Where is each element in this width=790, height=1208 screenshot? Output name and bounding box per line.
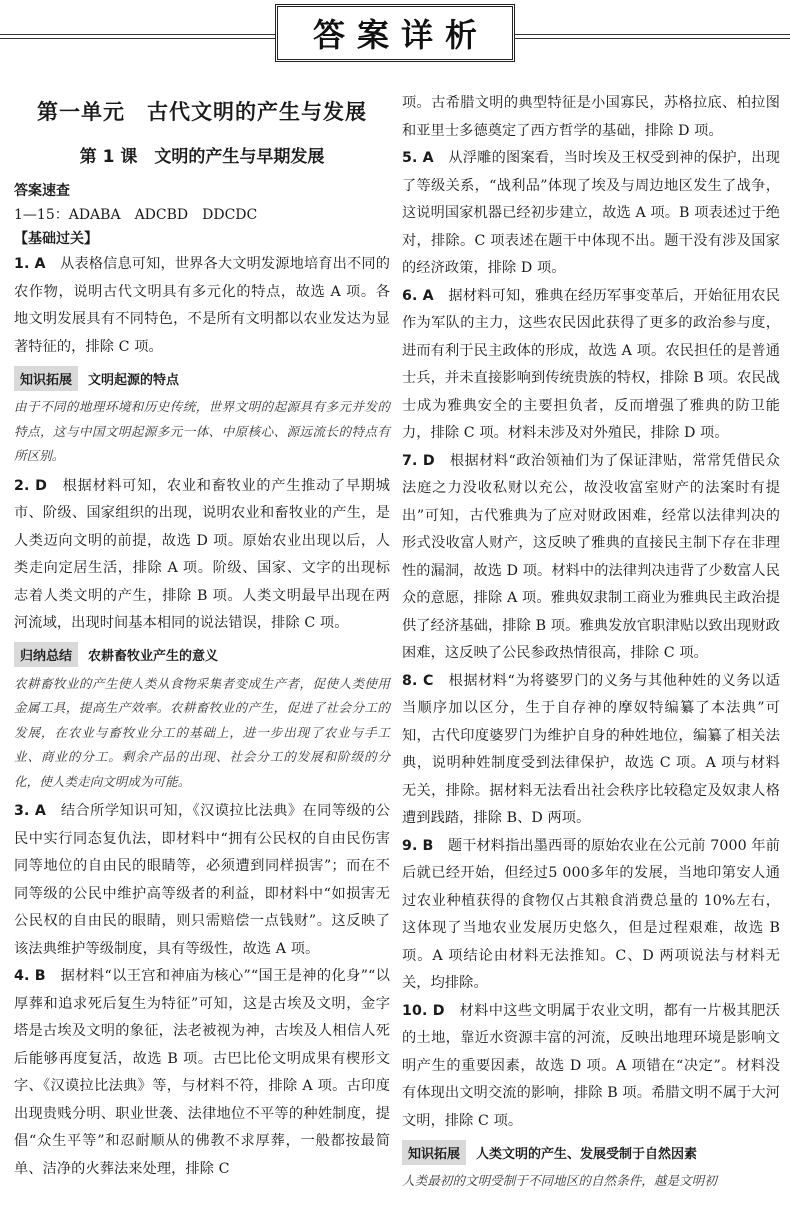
answer-number: 4. B <box>14 968 46 984</box>
tag-badge: 知识拓展 <box>14 366 78 391</box>
answer-text: 从浮雕的图案看，当时埃及王权受到神的保护，出现了等级关系，“战利品”体现了埃及与周边地区发生了战争，这说明国家机器已经初步建立，故选 A 项。B 项表述过于绝对，排除。C 项表述在题干中体现不出。题干没有涉及国家的经济政策，排除 D 项。 <box>402 150 780 276</box>
extension-text: 人类最初的文明受制于不同地区的自然条件，越是文明初 <box>402 1173 717 1188</box>
answer-text: 据材料可知，雅典在经历军事变革后，开始征用农民作为军队的主力，这些农民因此获得了更多的政治参与度，进而有利于民主政体的形成，故选 A 项。农民担任的是普通士兵，并未直接影响到传统贵族的特权，排除 B 项。农民战士成为雅典安全的主要担负者，反而增强了雅典的防卫能力，排除 C 项。材料未涉及对外殖民，排除 D 项。 <box>402 287 780 441</box>
answer-number: 7. D <box>402 452 435 469</box>
tag-badge: 归纳总结 <box>14 642 78 667</box>
tag-badge: 知识拓展 <box>402 1140 466 1165</box>
answer-number: 9. B <box>402 837 434 854</box>
answer-text: 根据材料“为将婆罗门的义务与其他种姓的义务以适当顺序加以区分，生于自存神的摩奴特编纂了本法典”可知，古代印度婆罗门为维护自身的种姓地位，编纂了相关法典，说明种姓制度受到法律保护，故选 C 项。A 项与材料无关，排除。据材料无法看出社会秩序比较稳定及奴隶人格遭到践踏，排除 B、D 两项。 <box>402 672 780 826</box>
answer-number: 1. A <box>14 256 46 272</box>
answer-text: 据材料“以王宫和神庙为核心”“国王是神的化身”“以厚葬和追求死后复生为特征”可知，这是古埃及文明，金字塔是古埃及文明的象征，法老被视为神，古埃及人相信人死后能够再度复活，故选 B 项。古巴比伦文明成果有楔形文字、《汉谟拉比法典》等，与材料不符，排除 A 项。古印度出现贵贱分明、职业世袭、法律地位不平等的种姓制度，提倡“众生平等”和忍耐顺从的佛教不求厚葬，一般都按最简单、洁净的火葬法来处理，排除 C <box>14 968 390 1177</box>
answer-5 <box>402 145 780 283</box>
answer-10 <box>402 998 780 1136</box>
page-header <box>0 0 790 72</box>
lesson-title: 第 1 课 文明的产生与早期发展 <box>79 147 325 167</box>
answer-text: 材料中这些文明属于农业文明，都有一片极其肥沃的土地，靠近水资源丰富的河流，反映出地理环境是影响文明产生的重要因素，故选 D 项。A 项错在“决定”。材料没有体现出文明交流的影响，排除 B 项。希腊文明不属于大河文明，排除 C 项。 <box>402 1002 780 1129</box>
answer-8 <box>402 668 780 833</box>
answer-4-continued: 项。古希腊文明的典型特征是小国寡民，苏格拉底、柏拉图和亚里士多德奠定了西方哲学的基础，排除 D 项。 <box>402 95 780 139</box>
knowledge-extension-1 <box>14 365 390 391</box>
answer-text: 从表格信息可知，世界各大文明发源地培育出不同的农作物，说明古代文明具有多元化的特点，故选 A 项。各地文明发展具有不同特色，不是所有文明都以农业发达为显著特征的，排除 C 项。 <box>14 256 390 355</box>
answer-9 <box>402 833 780 998</box>
answer-2 <box>14 473 390 638</box>
answer-6 <box>402 283 780 448</box>
answer-number: 8. C <box>402 672 434 689</box>
tag-title: 农耕畜牧业产生的意义 <box>88 649 219 664</box>
basic-heading: 【基础过关】 <box>14 231 98 247</box>
header-title-box <box>275 4 515 62</box>
answer-1 <box>14 251 390 361</box>
answer-number: 6. A <box>402 287 434 304</box>
answer-3 <box>14 798 390 963</box>
answer-number: 3. A <box>14 803 46 819</box>
answer-number: 5. A <box>402 150 434 166</box>
quick-check-heading: 答案速查 <box>14 183 70 199</box>
answer-text: 根据材料可知，农业和畜牧业的产生推动了早期城市、阶级、国家组织的出现，说明农业和畜牧业的产生，是人类迈向文明的前提，故选 D 项。原始农业出现以后，人类走向定居生活，排除 A 项。阶级、国家、文字的出现标志着人类文明的产生，排除 B 项。人类文明最早出现在两河流域，出现时间基本相同的说法错误，排除 C 项。 <box>14 477 391 631</box>
left-column <box>14 90 390 1183</box>
tag-title: 人类文明的产生、发展受制于自然因素 <box>476 1146 698 1162</box>
answer-number: 10. D <box>402 1002 445 1019</box>
answer-number: 2. D <box>14 477 48 494</box>
knowledge-extension-2 <box>402 1139 780 1165</box>
answer-text: 根据材料“政治领袖们为了保证津贴，常常凭借民众法庭之力没收私财以充公，故没收富室财产的法案时有提出”可知，古代雅典为了应对财政困难，经常以法律判决的形式没收富人财产，这反映了雅典的直接民主制下存在非理性的漏洞，故选 D 项。材料中的法律判决违背了少数富人民众的意愿，排除 A 项。雅典奴隶制工商业为雅典民主政治提供了经济基础，排除 B 项。雅典发放官职津贴以致出现财政困难，这反映了公民参政热情很高，排除 C 项。 <box>402 452 780 661</box>
tag-title: 文明起源的特点 <box>88 372 180 388</box>
answer-7 <box>402 448 780 668</box>
answer-text: 结合所学知识可知，《汉谟拉比法典》在同等级的公民中实行同态复仇法，即材料中“拥有公民权的自由民伤害同等地位的自由民的眼睛等，必须遭到同样损害”；而在不同等级的公民中维护高等级者的利益，即材料中“如损害无公民权的自由民的眼睛，则只需赔偿一点钱财”。这反映了该法典维护等级制度，具有等级性，故选 A 项。 <box>14 803 390 957</box>
extension-text: 由于不同的地理环境和历史传统，世界文明的起源具有多元并发的特点，这与中国文明起源多元一体、中原核心、源远流长的特点有所区别。 <box>14 399 390 463</box>
unit-title: 第一单元 古代文明的产生与发展 <box>37 100 367 124</box>
summary-box-1 <box>14 642 390 668</box>
answer-text: 题干材料指出墨西哥的原始农业在公元前 7000 年前后就已经开始，但经过5 000多年的发展，当地印第安人通过农业种植获得的食物仅占其粮食消费总量的 10%左右，这体现了当地农业发展历史悠久，但是过程艰难，故选 B 项。A 项结论由材料无法推知。C、D 两项说法与材料无关，均排除。 <box>402 837 780 991</box>
quick-check-answers: 1—15：ADABA ADCBD DDCDC <box>14 207 258 223</box>
answer-4 <box>14 963 390 1183</box>
summary-text: 农耕畜牧业的产生使人类从食物采集者变成生产者，促使人类使用金属工具，提高生产效率。农耕畜牧业的产生，促进了社会分工的发展，在农业与畜牧业分工的基础上，进一步出现了农业与手工业、商业的分工。剩余产品的出现、社会分工的发展和阶级的分化，使人类走向文明成为可能。 <box>14 675 390 789</box>
right-column <box>402 90 780 1198</box>
header-title: 答案详析 <box>312 16 489 54</box>
